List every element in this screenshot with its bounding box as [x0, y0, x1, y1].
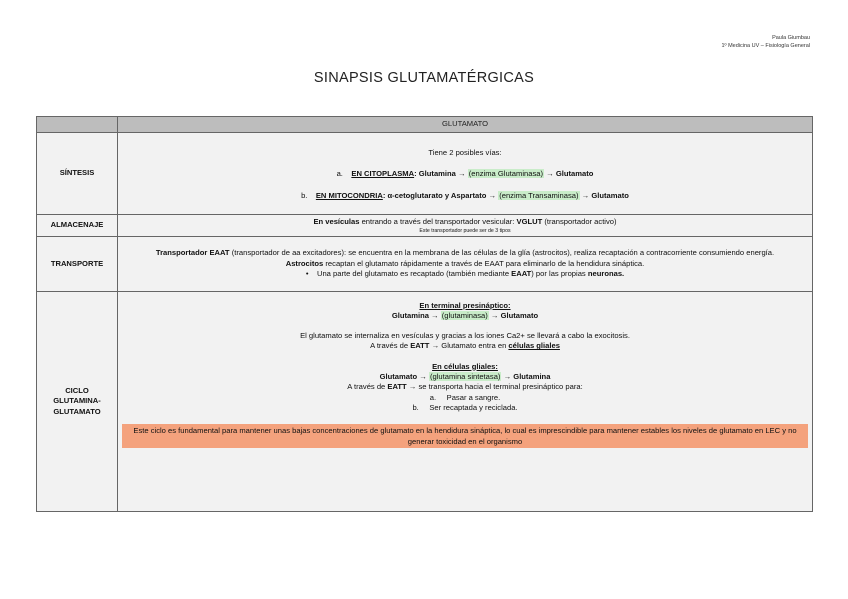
transporte-astro-bold: Astrocitos	[285, 258, 324, 268]
ciclo-label-1: CICLO	[65, 385, 89, 395]
route-a-to: → Glutamato	[546, 169, 594, 179]
almacenaje-end: (transportador activo)	[544, 217, 617, 227]
author-name: Paula Giumbau	[772, 35, 810, 41]
item-a-text: Pasar a sangre.	[446, 392, 501, 402]
sintesis-intro: Tiene 2 posibles vías:	[428, 147, 502, 157]
label-ciclo	[37, 292, 118, 512]
header-empty-cell	[37, 117, 118, 133]
transporte-neur-bold: neuronas.	[587, 269, 625, 279]
transporte-eaat-bold: Transportador EAAT	[155, 248, 230, 258]
row-transporte	[37, 237, 813, 292]
almacenaje-mid: entrando a través del transportador vesicular:	[361, 217, 515, 227]
transporte-line-1	[152, 248, 778, 258]
glia-eatt-end: → se transporta hacia el terminal presináptico para:	[408, 382, 583, 392]
content-transporte	[118, 237, 813, 292]
almacenaje-vglut: VGLUT	[516, 217, 543, 227]
ciclo-item-b	[118, 403, 812, 413]
page-title: SINAPSIS GLUTAMATÉRGICAS	[313, 70, 535, 86]
route-a-from: Glutamina →	[418, 169, 466, 179]
ciclo-label-3: GLUTAMATO	[53, 406, 101, 416]
item-b-text: Ser recaptada y reciclada.	[429, 403, 518, 413]
table-header: GLUTAMATO	[118, 117, 813, 133]
ciclo-vesic: El glutamato se internaliza en vesículas y gracias a los iones Ca2+ se llevará a cabo la exocitosis.	[300, 330, 630, 340]
route-b-title: EN MITOCONDRIA	[315, 190, 383, 200]
sintesis-route-b	[118, 191, 812, 201]
ciclo-pre-reaction	[118, 311, 812, 321]
glia-to: → Glutamina	[503, 372, 551, 382]
almacenaje-note: Este transportador puede ser de 3 tipos	[419, 227, 511, 234]
route-b-from: α-cetoglutarato y Aspartato →	[387, 190, 497, 200]
ciclo-pre-title	[118, 301, 812, 311]
sintesis-route-a	[118, 169, 812, 179]
ciclo-eatt-pre	[118, 341, 812, 351]
label-sintesis: SÍNTESIS	[37, 133, 118, 215]
content-almacenaje	[118, 215, 813, 237]
route-b-colon: :	[382, 190, 386, 200]
route-a-enzyme: (enzima Glutaminasa)	[468, 169, 544, 179]
transporte-line-3	[152, 269, 778, 279]
content-ciclo	[118, 292, 813, 512]
glia-enzyme: (glutamina sintetasa)	[429, 372, 501, 382]
almacenaje-line	[118, 217, 812, 227]
row-almacenaje	[37, 215, 813, 237]
eatt-pre-mid: → Glutamato entra en	[431, 341, 507, 351]
item-a-marker: a.	[429, 392, 437, 402]
glial-cells: células gliales	[508, 341, 560, 351]
content-sintesis	[118, 133, 813, 215]
pre-enzyme: (glutaminasa)	[441, 311, 488, 321]
pre-from: Glutamina →	[391, 311, 439, 321]
pre-title-text: En terminal presináptico:	[419, 301, 511, 310]
glia-eatt-pre: A través de	[347, 382, 386, 392]
author-block	[721, 34, 810, 50]
label-transporte: TRANSPORTE	[37, 237, 118, 292]
glia-from: Glutamato →	[379, 372, 427, 382]
item-b-marker: b.	[412, 403, 419, 413]
route-a-colon: :	[414, 169, 417, 179]
transporte-eaat-text: (transportador de aa excitadores): se encuentra en la membrana de las células de la glía (astrocitos), realiza recaptación a contracorriente consumiendo energía.	[231, 248, 775, 258]
table-header-row	[37, 117, 813, 133]
row-ciclo	[37, 292, 813, 512]
route-a-marker: a.	[336, 169, 343, 179]
course-name: 1º Medicina UV – Fisiología General	[721, 43, 810, 49]
route-a-title: EN CITOPLASMA	[351, 169, 415, 179]
transporte-neur-text: Una parte del glutamato es recaptado (también mediante	[316, 269, 510, 279]
glia-eatt-bold: EATT	[387, 382, 407, 392]
eatt-pre-text: A través de	[370, 341, 409, 351]
transporte-neur-end: ) por las propias	[531, 269, 586, 279]
transporte-astro-text: recaptan el glutamato rápidamente a través de EAAT para eliminarlo de la hendidura sináptica.	[325, 258, 645, 268]
ciclo-glia-title	[118, 362, 812, 372]
transporte-neur-eaat: EAAT	[511, 269, 532, 279]
glutamate-table	[36, 116, 813, 512]
bullet-icon: •	[305, 269, 309, 279]
route-b-enzyme: (enzima Transaminasa)	[499, 190, 579, 200]
glia-title-text: En células gliales:	[432, 361, 498, 371]
row-sintesis	[37, 133, 813, 215]
route-b-to: → Glutamato	[581, 190, 629, 200]
label-almacenaje: ALMACENAJE	[37, 215, 118, 237]
ciclo-glia-reaction	[118, 372, 812, 382]
ciclo-item-a	[118, 393, 812, 403]
route-b-marker: b.	[301, 190, 308, 200]
almacenaje-bold: En vesículas	[313, 217, 360, 227]
ciclo-glia-eatt	[118, 382, 812, 392]
ciclo-label-2: GLUTAMINA-	[53, 396, 101, 406]
eatt-pre-bold: EATT	[410, 341, 430, 351]
ciclo-note: Este ciclo es fundamental para mantener unas bajas concentraciones de glutamato en la hendidura sináptica, lo cual es imprescindible para mantener estables los niveles de glutamato en LEC y no generar toxicidad en el organismo	[122, 424, 808, 448]
pre-to: → Glutamato	[490, 311, 539, 321]
transporte-line-2	[152, 259, 778, 269]
